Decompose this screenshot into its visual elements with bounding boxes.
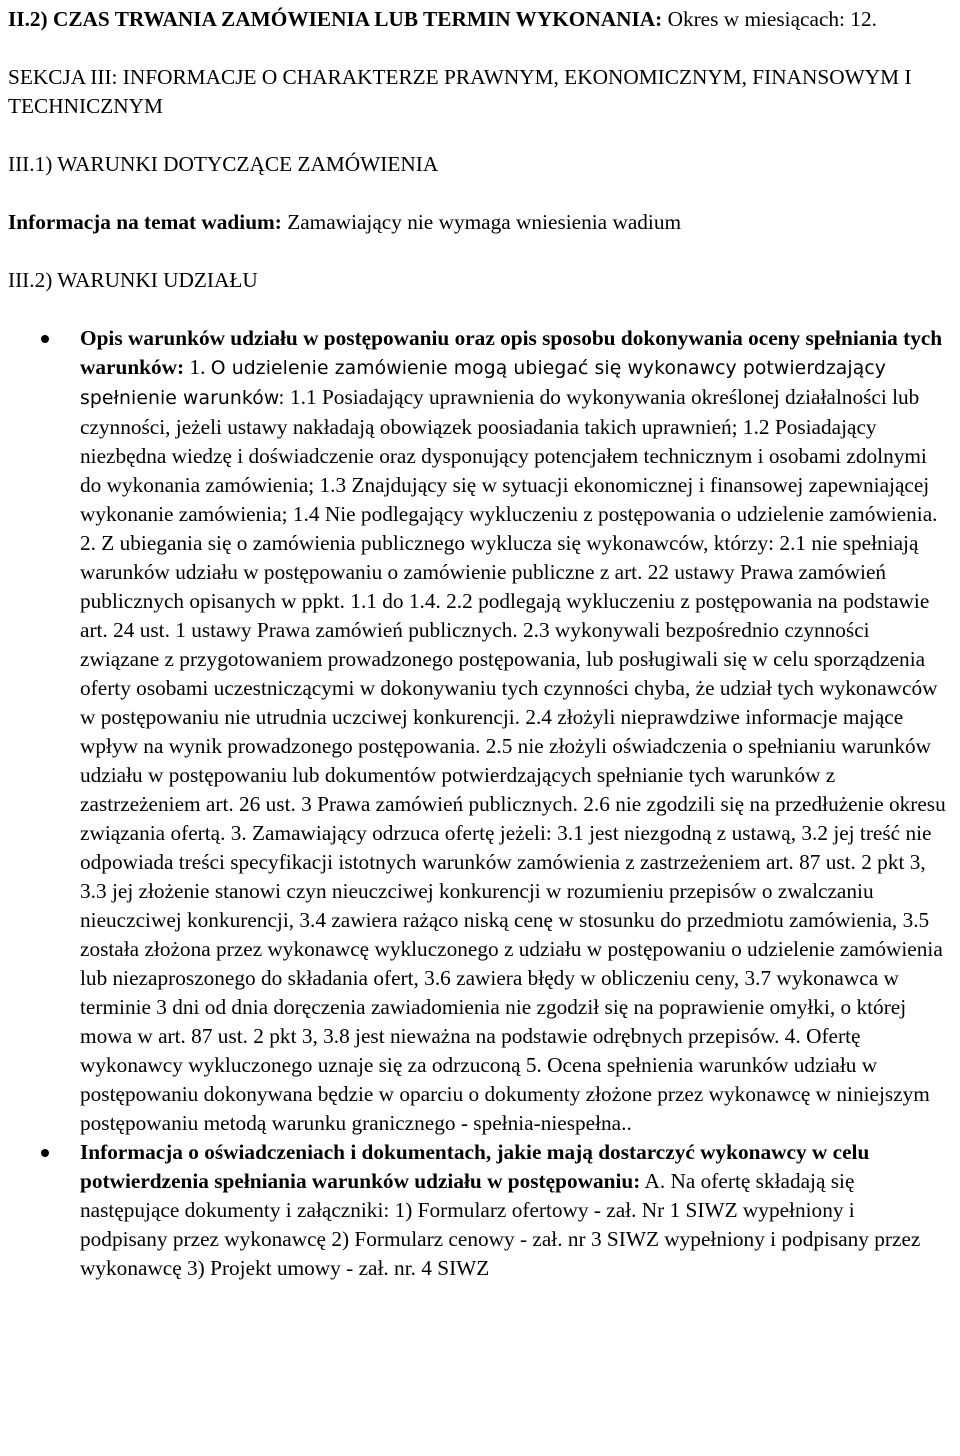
section-iii2-title: III.2) WARUNKI UDZIAŁU [8,268,258,292]
conditions-list [8,324,946,1283]
list-item [8,324,946,1138]
list-item-heading: Informacja o oświadczeniach i dokumentach, jakie mają dostarczyć wykonawcy w celu potwierdzenia spełniania warunków udziału w postępowaniu: [80,1140,870,1193]
list-item-heading: Opis warunków udziału w postępowaniu oraz opis sposobu dokonywania oceny spełniania tych warunków: [80,326,943,379]
section-ii2-paragraph [8,5,946,34]
section-ii2-value: Okres w miesiącach: 12. [667,7,877,31]
spacer [8,295,946,324]
spacer [8,179,946,208]
wadium-label: Informacja na temat wadium: [8,210,282,234]
list-item-lead: 1. [189,355,211,379]
spacer [8,34,946,63]
section-iii1-title: III.1) WARUNKI DOTYCZĄCE ZAMÓWIENIA [8,152,439,176]
spacer [8,121,946,150]
wadium-value: Zamawiający nie wymaga wniesienia wadium [287,210,682,234]
section-ii2-label: II.2) CZAS TRWANIA ZAMÓWIENIA LUB TERMIN WYKONANIA: [8,7,663,31]
bullet-icon [41,1149,49,1157]
list-item [8,1138,946,1283]
list-item-body: A. Na ofertę składają się następujące dokumenty i załączniki: 1) Formularz ofertowy - zał. Nr 1 SIWZ wypełniony i podpisany przez wykonawcę 2) Formularz cenowy - zał. nr 3 SIWZ wypełniony i podpisany przez wykonawcę 3) Projekt umowy - zał. nr. 4 SIWZ [80,1169,921,1280]
list-item-body: 1.1 Posiadający uprawnienia do wykonywania określonej działalności lub czynności, jeżeli ustawy nakładają obowiązek poosiadania takich uprawnień; 1.2 Posiadający niezbędna wiedzę i doświadczenie oraz dysponujący potencjałem technicznym i osobami zdolnymi do wykonania zamówienia; 1.3 Znajdujący się w sytuacji ekonomicznej i finansowej zapewniającej wykonanie zamówienia; 1.4 Nie podlegający wykluczeniu z postępowania o udzielenie zamówienia. 2. Z ubiegania się o zamówienia publicznego wyklucza się wykonawców, którzy: 2.1 nie spełniają warunków udziału w postępowaniu o zamówienie publiczne z art. 22 ustawy Prawa zamówień publicznych opisanych w ppkt. 1.1 do 1.4. 2.2 podlegają wykluczeniu z postępowania na podstawie art. 24 ust. 1 ustawy Prawa zamówień publicznych. 2.3 wykonywali bezpośrednio czynności związane z przygotowaniem prowadzonego postępowania, lub posługiwali się w celu sporządzenia oferty osobami uczestniczącymi w dokonywaniu tych czynności chyba, że udział tych wykonawców w postępowaniu nie utrudnia uczciwej konkurencji. 2.4 złożyli nieprawdziwe informacje mające wpływ na wynik prowadzonego postępowania. 2.5 nie złożyli oświadczenia o spełnianiu warunków udziału w postępowaniu lub dokumentów potwierdzających spełnianie tych warunków z zastrzeżeniem art. 26 ust. 3 Prawa zamówień publicznych. 2.6 nie zgodzili się na przedłużenie okresu związania ofertą. 3. Zamawiający odrzuca ofertę jeżeli: 3.1 jest niezgodną z ustawą, 3.2 jej treść nie odpowiada treści specyfikacji istotnych warunków zamówienia z zastrzeżeniem art. 87 ust. 2 pkt 3, 3.3 jej złożenie stanowi czyn nieuczciwej konkurencji w rozumieniu przepisów o zwalczaniu nieuczciwej konkurencji, 3.4 zawiera rażąco niską cenę w stosunku do przedmiotu zamówienia, 3.5 została złożona przez wykonawcę wykluczonego z udziału w postępowaniu o udzielenie zamówienia lub niezaproszonego do składania ofert, 3.6 zawiera błędy w obliczeniu ceny, 3.7 wykonawca w terminie 3 dni od dnia doręczenia zawiadomienia nie zgodził się na poprawienie omyłki, o której mowa w art. 87 ust. 2 pkt 3, 3.8 jest nieważna na podstawie odrębnych przepisów. 4. Ofertę wykonawcy wykluczonego uznaje się za odrzuconą 5. Ocena spełnienia warunków udziału w postępowaniu dokonywana będzie w oparciu o dokumenty złożone przez wykonawcę w niniejszym postępowaniu metodą warunku granicznego - spełnia-niespełna.. [80,385,946,1135]
list-item-sans-text: O udzielenie zamówienie mogą ubiegać się wykonawcy potwierdzający spełnienie warunków: [80,358,886,409]
section-iii-title: SEKCJA III: INFORMACJE O CHARAKTERZE PRAWNYM, EKONOMICZNYM, FINANSOWYM I TECHNICZNYM [8,65,912,118]
wadium-paragraph [8,208,946,237]
spacer [8,237,946,266]
bullet-icon [41,335,49,343]
